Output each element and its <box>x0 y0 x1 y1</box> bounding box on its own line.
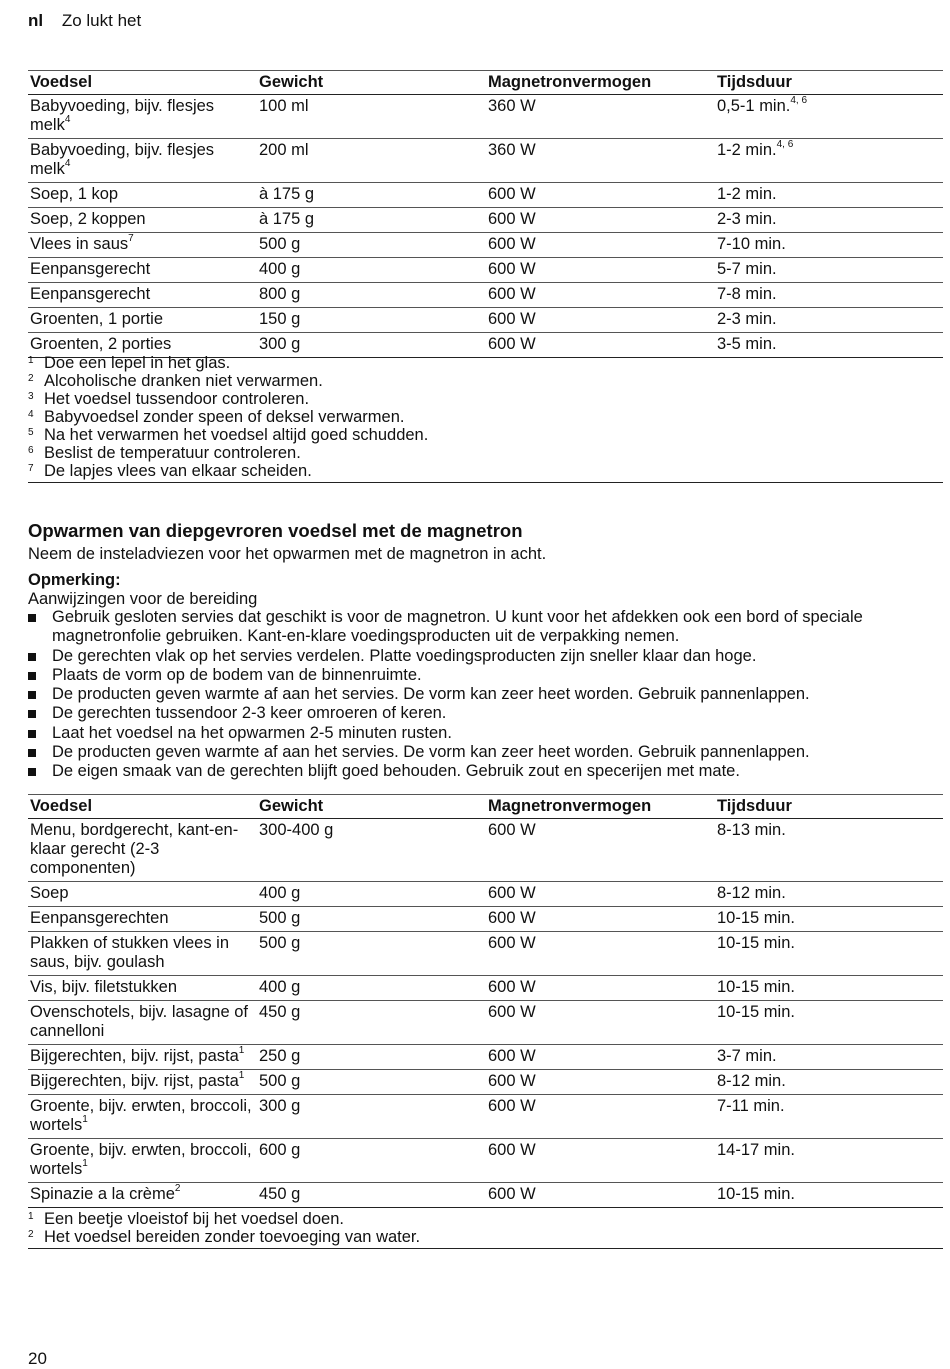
footnotes-table1 <box>28 354 943 483</box>
footnote <box>28 354 943 372</box>
bullet-square-icon <box>28 749 36 757</box>
cell-food <box>28 95 257 139</box>
table-row <box>28 183 943 208</box>
cell-power: 600 W <box>486 308 715 333</box>
section-intro: Neem de insteladviezen voor het opwarmen met de magnetron in acht. <box>28 545 547 563</box>
footnote-number: 1 <box>28 355 34 366</box>
cell-weight: 300-400 g <box>257 819 486 882</box>
table-row <box>28 95 943 139</box>
cell-weight: 400 g <box>257 258 486 283</box>
cell-time <box>715 1139 943 1183</box>
remark-subtitle: Aanwijzingen voor de bereiding <box>28 590 258 608</box>
column-header-weight: Gewicht <box>257 71 486 95</box>
food-label: Soep <box>30 884 69 902</box>
table-row <box>28 283 943 308</box>
time-label: 14-17 min. <box>717 1141 795 1159</box>
cell-food <box>28 932 257 976</box>
food-label: Babyvoeding, bijv. flesjes melk <box>30 97 215 134</box>
frozen-reheat-table <box>28 794 943 1208</box>
food-label: Ovenschotels, bijv. lasagne of cannelloni <box>30 1003 248 1040</box>
list-item <box>28 743 943 762</box>
bullet-square-icon <box>28 614 36 622</box>
bullet-square-icon <box>28 653 36 661</box>
list-item-text: Plaats de vorm op de bodem van de binnenruimte. <box>52 665 422 684</box>
column-header-food: Voedsel <box>28 71 257 95</box>
cell-time <box>715 882 943 907</box>
column-header-power: Magnetronvermogen <box>486 71 715 95</box>
list-item-text: De producten geven warmte af aan het servies. De vorm kan zeer heet worden. Gebruik pannenlappen. <box>52 743 810 762</box>
footnote-number: 2 <box>28 373 34 384</box>
cell-weight: à 175 g <box>257 208 486 233</box>
cell-food <box>28 1045 257 1070</box>
time-label: 2-3 min. <box>717 310 777 328</box>
cell-power: 600 W <box>486 183 715 208</box>
cell-power: 600 W <box>486 208 715 233</box>
footnote-text: Babyvoedsel zonder speen of deksel verwarmen. <box>44 408 405 426</box>
cell-weight: 400 g <box>257 882 486 907</box>
cell-weight: 500 g <box>257 1070 486 1095</box>
footnote-number: 2 <box>28 1229 34 1240</box>
food-label: Plakken of stukken vlees in saus, bijv. goulash <box>30 934 230 971</box>
footnote-text: Beslist de temperatuur controleren. <box>44 444 301 462</box>
footnote <box>28 372 943 390</box>
footnote <box>28 444 943 462</box>
cell-food <box>28 1139 257 1183</box>
food-label: Babyvoeding, bijv. flesjes melk <box>30 141 215 178</box>
table-row <box>28 233 943 258</box>
cell-power: 600 W <box>486 1001 715 1045</box>
time-label: 7-10 min. <box>717 235 786 253</box>
cell-weight: 450 g <box>257 1001 486 1045</box>
column-header-food: Voedsel <box>28 795 257 819</box>
table-row <box>28 258 943 283</box>
footnote-ref: 4, 6 <box>776 138 794 150</box>
footnotes-table2 <box>28 1210 943 1249</box>
time-label: 7-11 min. <box>717 1097 785 1115</box>
time-label: 10-15 min. <box>717 1003 795 1021</box>
cell-power: 600 W <box>486 1183 715 1208</box>
cell-power: 600 W <box>486 1095 715 1139</box>
header-title: Zo lukt het <box>61 11 142 30</box>
cell-weight: 150 g <box>257 308 486 333</box>
table-header-row <box>28 795 943 819</box>
table-row <box>28 907 943 932</box>
page-header <box>28 11 141 31</box>
time-label: 5-7 min. <box>717 260 777 278</box>
table-row <box>28 1045 943 1070</box>
list-item <box>28 685 943 704</box>
cell-food <box>28 1001 257 1045</box>
table-row <box>28 308 943 333</box>
bullet-square-icon <box>28 730 36 738</box>
food-label: Eenpansgerecht <box>30 260 151 278</box>
list-item-text: De gerechten vlak op het servies verdelen. Platte voedingsproducten zijn sneller klaar dan hoge. <box>52 646 757 665</box>
cell-time <box>715 932 943 976</box>
cell-power: 360 W <box>486 95 715 139</box>
food-label: Spinazie a la crème <box>30 1185 175 1203</box>
footnote-number: 4 <box>28 409 34 420</box>
table-row <box>28 1139 943 1183</box>
cell-food <box>28 819 257 882</box>
time-label: 1-2 min. <box>717 141 777 159</box>
cell-time <box>715 233 943 258</box>
food-label: Eenpansgerecht <box>30 285 151 303</box>
footnote <box>28 426 943 444</box>
cell-time <box>715 1095 943 1139</box>
footnote-text: Een beetje vloeistof bij het voedsel doen. <box>44 1210 344 1228</box>
cell-power: 600 W <box>486 819 715 882</box>
cell-weight: 600 g <box>257 1139 486 1183</box>
list-item <box>28 762 943 781</box>
remark-label: Opmerking: <box>28 571 121 589</box>
table-row <box>28 1095 943 1139</box>
list-item <box>28 666 943 685</box>
column-header-time: Tijdsduur <box>715 71 943 95</box>
cell-power: 600 W <box>486 882 715 907</box>
footnote-number: 3 <box>28 391 34 402</box>
cell-weight: 500 g <box>257 233 486 258</box>
cell-power: 600 W <box>486 258 715 283</box>
list-item-text: De producten geven warmte af aan het servies. De vorm kan zeer heet worden. Gebruik pannenlappen. <box>52 685 810 704</box>
cell-weight: 500 g <box>257 907 486 932</box>
footnote <box>28 390 943 408</box>
cell-power: 600 W <box>486 233 715 258</box>
cell-time <box>715 1045 943 1070</box>
food-label: Groente, bijv. erwten, broccoli, wortels <box>30 1097 252 1134</box>
bullet-square-icon <box>28 768 36 776</box>
cell-food <box>28 258 257 283</box>
cell-time <box>715 819 943 882</box>
time-label: 2-3 min. <box>717 210 777 228</box>
footnote-ref: 4, 6 <box>790 94 808 106</box>
bullet-square-icon <box>28 672 36 680</box>
footnote-ref: 4 <box>64 157 71 169</box>
table-row <box>28 1001 943 1045</box>
time-label: 7-8 min. <box>717 285 777 303</box>
food-label: Groenten, 1 portie <box>30 310 163 328</box>
cell-power: 600 W <box>486 932 715 976</box>
section-title: Opwarmen van diepgevroren voedsel met de magnetron <box>28 520 523 541</box>
footnote-ref: 7 <box>128 232 134 244</box>
cell-weight: 800 g <box>257 283 486 308</box>
cell-time <box>715 283 943 308</box>
food-label: Bijgerechten, bijv. rijst, pasta <box>30 1047 239 1065</box>
footnote-ref: 1 <box>238 1069 245 1081</box>
cell-power: 600 W <box>486 976 715 1001</box>
cell-time <box>715 907 943 932</box>
time-label: 10-15 min. <box>717 978 795 996</box>
cell-power: 600 W <box>486 1070 715 1095</box>
table-row <box>28 1183 943 1208</box>
footnote-number: 5 <box>28 427 34 438</box>
footnote-ref: 1 <box>82 1157 88 1169</box>
table-header-row <box>28 71 943 95</box>
cell-food <box>28 283 257 308</box>
cell-food <box>28 308 257 333</box>
footnote-text: Doe een lepel in het glas. <box>44 354 231 372</box>
list-item-text: De eigen smaak van de gerechten blijft goed behouden. Gebruik zout en specerijen met mate. <box>52 762 740 781</box>
list-item <box>28 647 943 666</box>
table-row <box>28 1070 943 1095</box>
footnote-text: De lapjes vlees van elkaar scheiden. <box>44 462 312 480</box>
table-row <box>28 819 943 882</box>
cell-power: 600 W <box>486 1139 715 1183</box>
footnote-ref: 1 <box>238 1044 245 1056</box>
table-row <box>28 139 943 183</box>
footnote <box>28 408 943 426</box>
food-label: Vis, bijv. filetstukken <box>30 978 178 996</box>
cell-time <box>715 95 943 139</box>
footnote <box>28 1228 943 1246</box>
list-item-text: Gebruik gesloten servies dat geschikt is voor de magnetron. U kunt voor het afdekken ook een bord of speciale magnetronfolie gebruiken. Kant-en-klare voedingsproducten uit de verpakking nemen. <box>52 608 863 646</box>
food-label: Groente, bijv. erwten, broccoli, wortels <box>30 1141 252 1178</box>
cell-time <box>715 1070 943 1095</box>
cell-time <box>715 1183 943 1208</box>
time-label: 10-15 min. <box>717 934 795 952</box>
page-number: 20 <box>28 1349 47 1368</box>
table-row <box>28 882 943 907</box>
preparation-tips-list <box>28 608 943 782</box>
column-header-time: Tijdsduur <box>715 795 943 819</box>
cell-power: 600 W <box>486 1045 715 1070</box>
list-item-text: Laat het voedsel na het opwarmen 2-5 minuten rusten. <box>52 723 452 742</box>
list-item <box>28 724 943 743</box>
cell-weight: 200 ml <box>257 139 486 183</box>
cell-food <box>28 1183 257 1208</box>
food-label: Vlees in saus <box>30 235 129 253</box>
cell-food <box>28 976 257 1001</box>
cell-time <box>715 308 943 333</box>
language-code: nl <box>28 11 44 30</box>
list-item <box>28 608 943 647</box>
footnote-ref: 4 <box>64 113 71 125</box>
food-label: Soep, 2 koppen <box>30 210 146 228</box>
reheat-table <box>28 70 943 358</box>
cell-food <box>28 1070 257 1095</box>
footnote-number: 6 <box>28 445 34 456</box>
cell-weight: 450 g <box>257 1183 486 1208</box>
column-header-weight: Gewicht <box>257 795 486 819</box>
cell-power: 600 W <box>486 283 715 308</box>
cell-power: 600 W <box>486 907 715 932</box>
cell-weight: 300 g <box>257 1095 486 1139</box>
footnote-number: 7 <box>28 463 34 474</box>
cell-food <box>28 233 257 258</box>
list-item <box>28 704 943 723</box>
bullet-square-icon <box>28 710 36 718</box>
cell-food <box>28 183 257 208</box>
cell-weight: 300 g <box>257 333 486 358</box>
food-label: Eenpansgerechten <box>30 909 169 927</box>
cell-time <box>715 139 943 183</box>
bullet-square-icon <box>28 691 36 699</box>
cell-food <box>28 208 257 233</box>
cell-weight: 500 g <box>257 932 486 976</box>
cell-time <box>715 258 943 283</box>
cell-weight: 100 ml <box>257 95 486 139</box>
footnote-text: Na het verwarmen het voedsel altijd goed schudden. <box>44 426 429 444</box>
cell-food <box>28 139 257 183</box>
footnote-number: 1 <box>28 1211 34 1222</box>
time-label: 10-15 min. <box>717 909 795 927</box>
cell-food <box>28 907 257 932</box>
food-label: Menu, bordgerecht, kant-en-klaar gerecht (2-3 componenten) <box>30 821 239 877</box>
time-label: 8-12 min. <box>717 1072 786 1090</box>
table-row <box>28 976 943 1001</box>
cell-weight: 250 g <box>257 1045 486 1070</box>
cell-power: 360 W <box>486 139 715 183</box>
cell-food <box>28 1095 257 1139</box>
time-label: 10-15 min. <box>717 1185 795 1203</box>
footnote <box>28 1210 943 1228</box>
food-label: Soep, 1 kop <box>30 185 119 203</box>
cell-weight: 400 g <box>257 976 486 1001</box>
time-label: 8-12 min. <box>717 884 786 902</box>
time-label: 3-5 min. <box>717 335 777 353</box>
time-label: 1-2 min. <box>717 185 777 203</box>
cell-time <box>715 208 943 233</box>
cell-food <box>28 882 257 907</box>
column-header-power: Magnetronvermogen <box>486 795 715 819</box>
cell-weight: à 175 g <box>257 183 486 208</box>
list-item-text: De gerechten tussendoor 2-3 keer omroeren of keren. <box>52 704 447 723</box>
footnote <box>28 462 943 480</box>
footnote-ref: 2 <box>174 1182 181 1194</box>
time-label: 0,5-1 min. <box>717 97 791 115</box>
footnote-ref: 1 <box>82 1113 88 1125</box>
footnote-text: Alcoholische dranken niet verwarmen. <box>44 372 323 390</box>
cell-power: 600 W <box>486 333 715 358</box>
time-label: 8-13 min. <box>717 821 786 839</box>
time-label: 3-7 min. <box>717 1047 777 1065</box>
footnote-text: Het voedsel bereiden zonder toevoeging van water. <box>44 1228 421 1246</box>
footnote-text: Het voedsel tussendoor controleren. <box>44 390 310 408</box>
cell-time <box>715 976 943 1001</box>
table-row <box>28 932 943 976</box>
food-label: Groenten, 2 porties <box>30 335 172 353</box>
table-row <box>28 208 943 233</box>
cell-time <box>715 183 943 208</box>
cell-time <box>715 1001 943 1045</box>
food-label: Bijgerechten, bijv. rijst, pasta <box>30 1072 239 1090</box>
